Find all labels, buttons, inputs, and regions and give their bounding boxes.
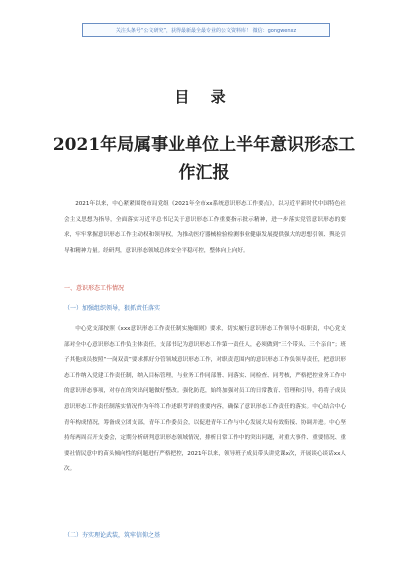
section-heading: 一、意识形态工作情况 xyxy=(64,285,125,292)
subsection-heading: （一）加强组织领导，狠抓责任落实 xyxy=(64,305,161,312)
toc-heading: 目 录 xyxy=(174,88,234,106)
subsection-heading-2: （二）夯实理论武装，筑牢信仰之基 xyxy=(64,532,161,539)
body-paragraph: 中心党支部按照《xxx意识形态工作责任制实施细则》要求，切实履行意识形态工作领导小组职责，中心党支部对全中心意识形态工作负主体责任，支部书记为意识形态工作第一责任人，必须做到“三个带头、三个亲自”；班子其他成员按照“一岗双责”要求抓好分管领域意识形态工作，对职责范围内的意识形态工作负领导责任，把意识形态工作纳入党建工作责任制，纳入目标管理，与业务工作同部署、同落实、同检查、同考核，严格把控业务工作中的意识形态事项，对存在的突出问题做好整改。强化防范，始终加强对员工的日常教育、管理和引导，将将子成员意识形态工作责任制落实情况作为年终工作述职考评的重要内容，确保了意识形态工作责任的落实。中心结合中心青年构成情况，筹备成立团支部，青年工作委员会，以促进青年工作与中心发展大局有效衔接、协调并进。中心坚持每两周召开支委会，定期分析研判意识形态领域情况，排析日常工作中的突出问题，对重大事件、重要情况、重要社情民意中的苗头倾向性的问题进行严格把控，2021年以来，领导班子成员带头讲党课x次，开展谈心谈话xx人次。 xyxy=(64,326,346,473)
intro-paragraph: 2021年以来，中心紧紧围绕市局党组《2021年全市xx系统意识形态工作要点》，以习近平新时代中国特色社会主义思想为指导，全面落实习近平总书记关于意识形态工作重要指示批示精神，进一步落实党管意识形态的要求，牢牢掌握意识形态工作主动权和领导权，为推动医疗器械检验检测事业健康发展提供强大的思想引领、舆论引导和精神力量。经研判，意识形态领域总体安全平稳可控，整体向上向好。 xyxy=(64,201,346,254)
document-title: 2021年局属事业单位上半年意识形态工作汇报 xyxy=(52,135,356,183)
top-banner: 关注头条号“公文研究”，获得最新最全最专业的公文资料库！ 微信：gongwenxz xyxy=(82,23,330,37)
